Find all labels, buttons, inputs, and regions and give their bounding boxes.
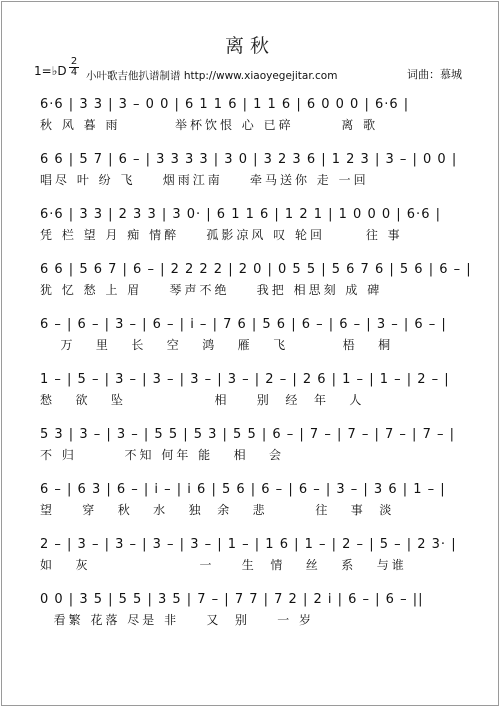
lyrics-line-10: 看繁 花落 尽是 非 又 别 一 岁 (40, 613, 315, 627)
notation-line-5: 6 – | 6 – | 3 – | 6 – | i – | 7 6 | 5 6 | 6 – | 6 – | 3 – | 6 – | (40, 317, 447, 332)
site-credit (86, 68, 337, 83)
notation-line-10: 0 0 | 3 5 | 5 5 | 3 5 | 7 – | 7 7 | 7 2 | 2 i | 6 – | 6 – || (40, 592, 424, 607)
notation-line-7: 5 3 | 3 – | 3 – | 5 5 | 5 3 | 5 5 | 6 – | 7 – | 7 – | 7 – | 7 – | (40, 427, 455, 442)
notation-line-3: 6·6 | 3 3 | 2 3 3 | 3 0· | 6 1 1 6 | 1 2 1 | 1 0 0 0 | 6·6 | (40, 207, 441, 222)
notation-line-9: 2 – | 3 – | 3 – | 3 – | 3 – | 1 – | 1 6 | 1 – | 2 – | 5 – | 2 3· | (40, 537, 457, 552)
song-title: 离秋 (224, 35, 275, 57)
lyricist-composer: 词曲：慕城 (407, 68, 462, 81)
lyrics-line-3: 凭 栏 望 月 痴 情醉 孤影凉风 叹 轮回 往 事 (40, 228, 403, 242)
notation-line-1: 6·6 | 3 3 | 3 – 0 0 | 6 1 1 6 | 1 1 6 | 6 0 0 0 | 6·6 | (40, 97, 410, 112)
notation-line-2: 6 6 | 5 7 | 6 – | 3 3 3 3 | 3 0 | 3 2 3 6 | 1 2 3 | 3 – | 0 0 | (40, 152, 458, 167)
key-signature: 1=♭D (34, 64, 67, 78)
lyrics-line-8: 望 穿 秋 水 独 余 悲 往 事 淡 (40, 503, 395, 517)
lyrics-line-2: 唱尽 叶 纷 飞 烟雨江南 牵马送你 走 一回 (40, 173, 369, 187)
notation-line-6: 1 – | 5 – | 3 – | 3 – | 3 – | 3 – | 2 – | 2 6 | 1 – | 1 – | 2 – | (40, 372, 450, 387)
lyrics-line-4: 犹 忆 愁 上 眉 琴声不绝 我把 相思刻 成 碑 (40, 283, 383, 297)
lyrics-line-6: 愁 欲 坠 相 别 经 年 人 (40, 393, 365, 407)
time-signature-denominator: 4 (70, 67, 78, 78)
lyrics-line-5: 万 里 长 空 鸿 雁 飞 梧 桐 (40, 338, 394, 352)
site-name: 小叶歌吉他扒谱制谱 (86, 70, 181, 82)
notation-line-4: 6 6 | 5 6 7 | 6 – | 2 2 2 2 | 2 0 | 0 5 5 | 5 6 7 6 | 5 6 | 6 – | (40, 262, 472, 277)
site-url[interactable]: http://www.xiaoyegejitar.com (183, 70, 338, 82)
time-signature-numerator: 2 (70, 56, 78, 67)
notation-line-8: 6 – | 6 3 | 6 – | i – | i 6 | 5 6 | 6 – | 6 – | 3 – | 3 6 | 1 – | (40, 482, 446, 497)
lyrics-line-7: 不 归 不知 何年 能 相 会 (40, 448, 285, 462)
lyrics-line-9: 如 灰 一 生 情 丝 系 与谁 (40, 558, 407, 572)
time-signature (69, 57, 79, 78)
lyrics-line-1: 秋 风 暮 雨 举杯饮恨 心 已碎 离 歌 (40, 118, 379, 132)
